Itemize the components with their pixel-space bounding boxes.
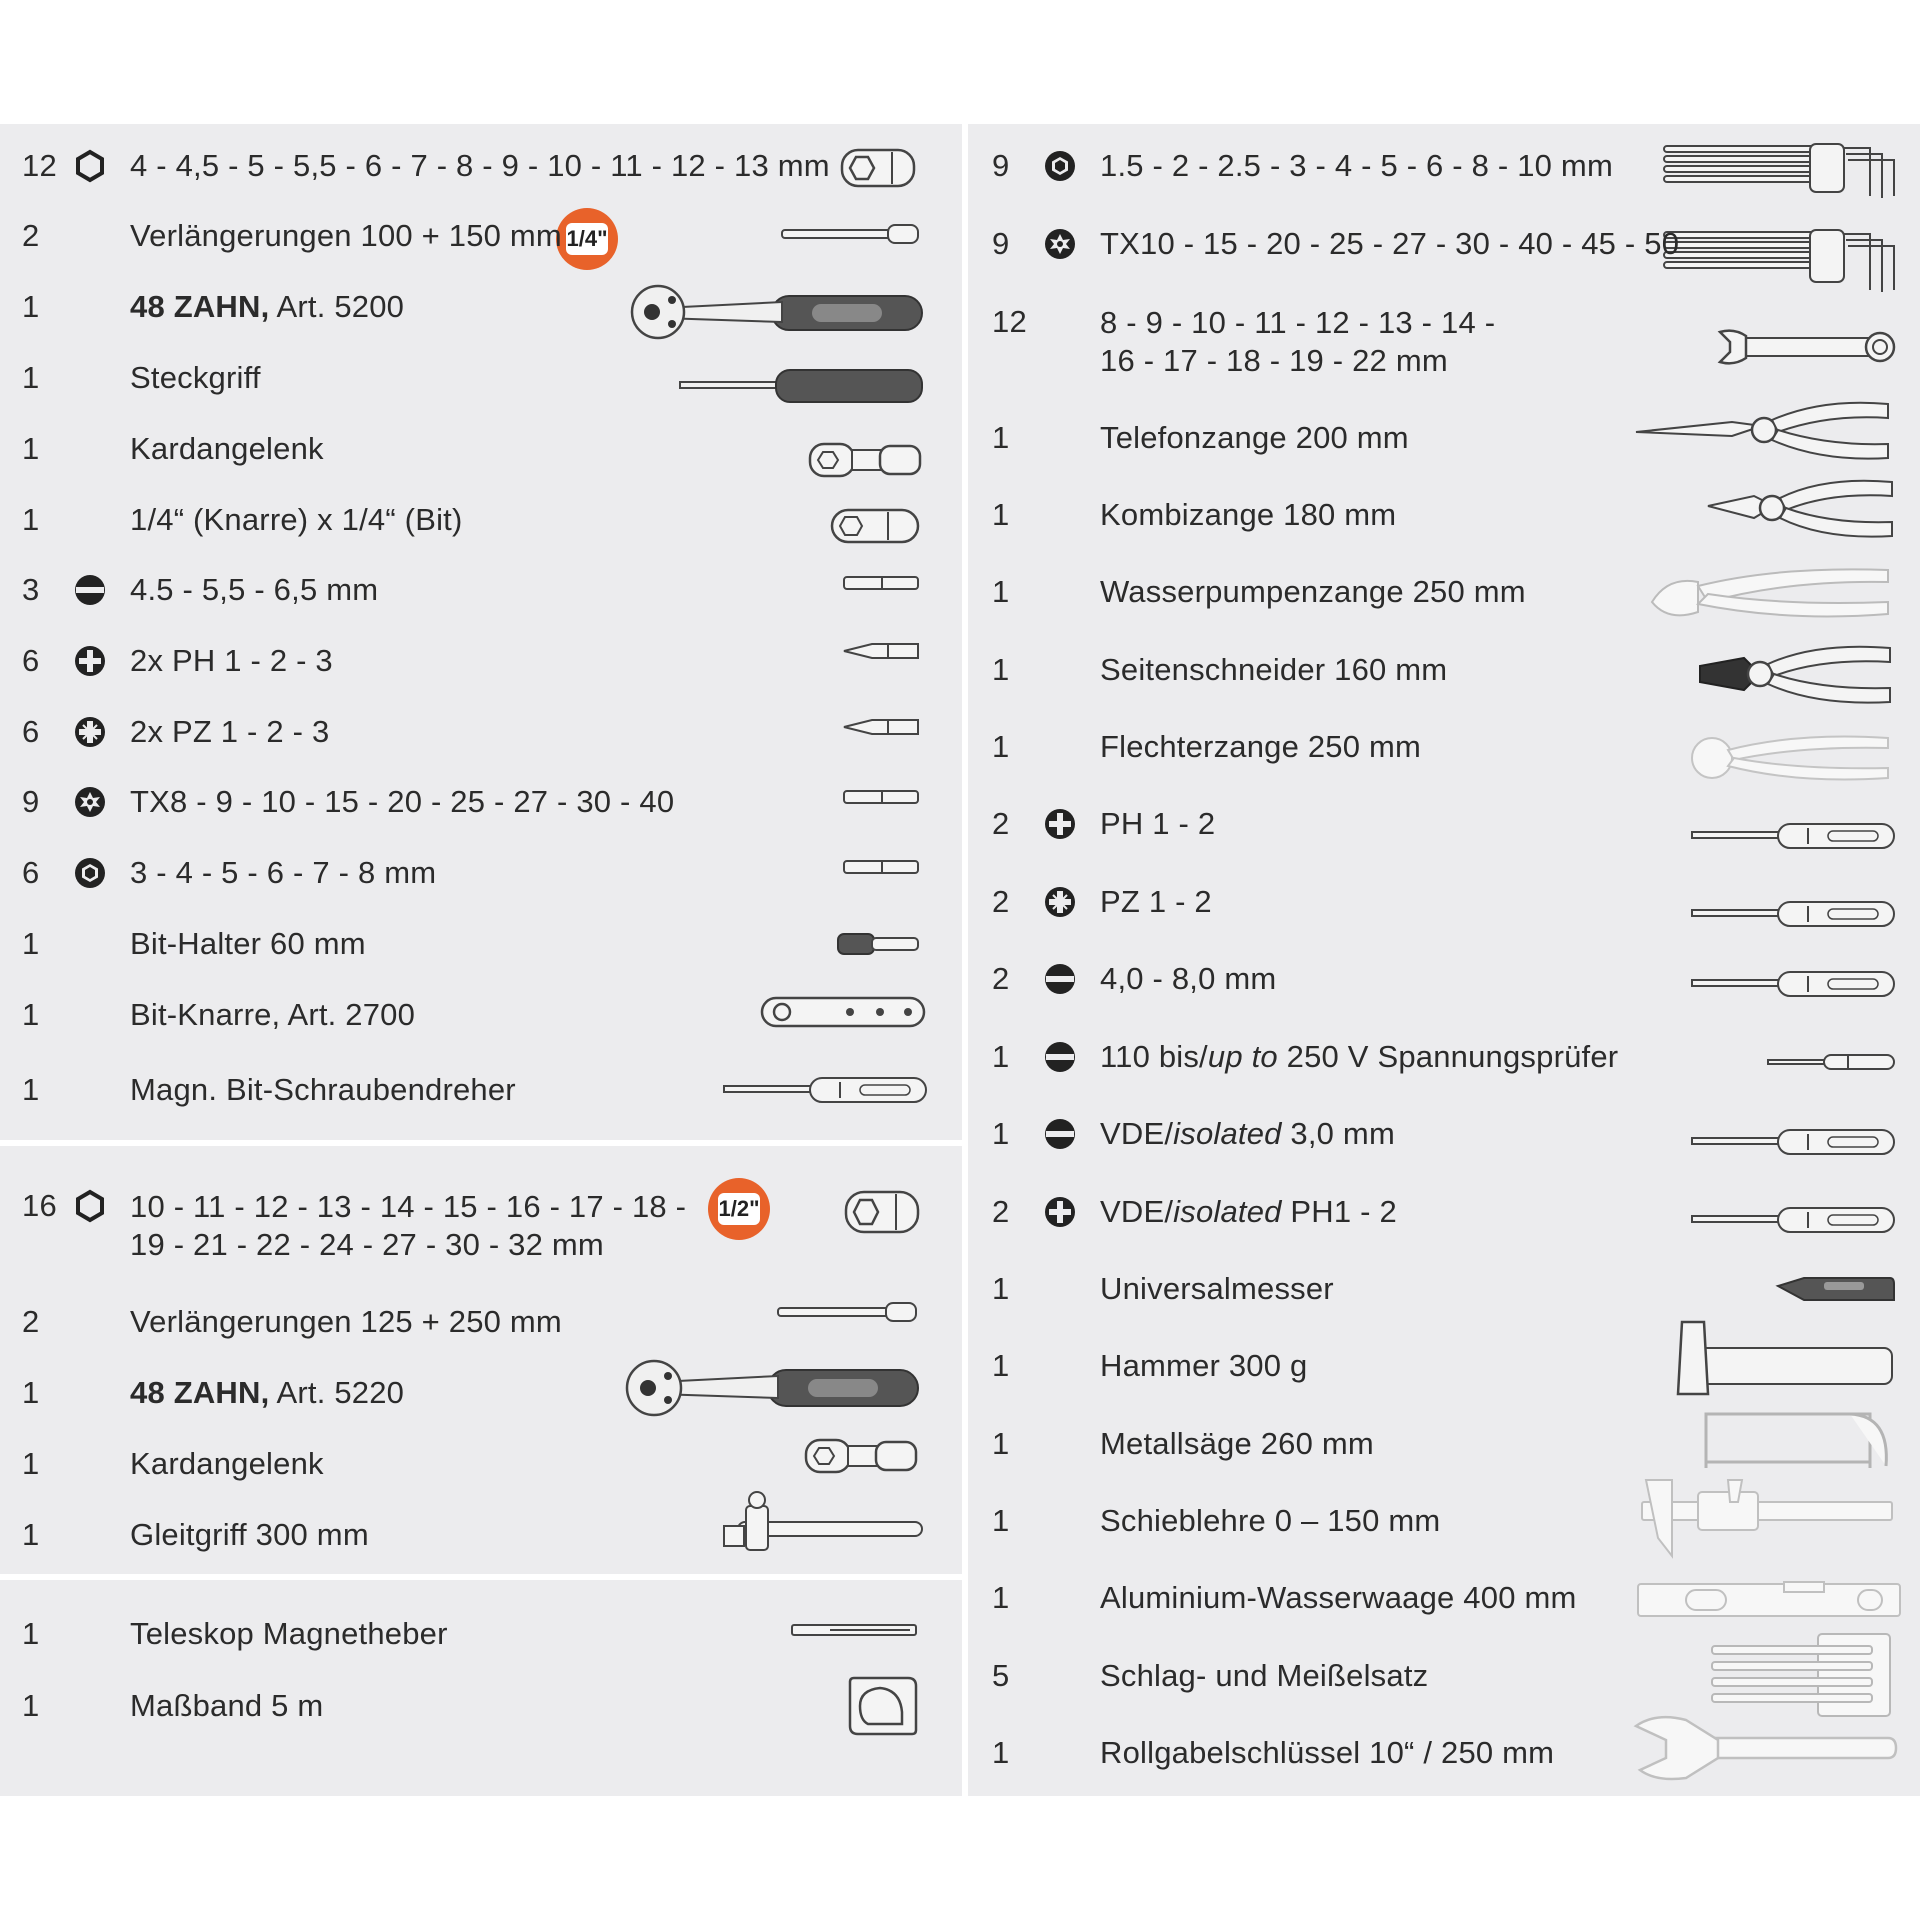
item-quantity: 1 [22,926,40,961]
screwdriver-icon [1688,898,1898,930]
extension-bar-icon [774,1300,920,1324]
pliers-icon [1704,474,1898,544]
list-item [992,1259,1692,1319]
list-item [22,1676,722,1736]
phillips-drive-icon [1042,1194,1078,1230]
tape-measure-icon [846,1672,922,1738]
item-text: Bit-Halter 60 mm [130,926,366,961]
item-description [1100,729,1421,765]
item-description [130,1072,516,1108]
item-description [1100,1348,1307,1384]
item-text: PH 1 - 2 [1100,806,1216,841]
bit-icon [842,716,922,738]
list-item [22,1604,722,1664]
item-text-end: PH1 - 2 [1281,1194,1397,1229]
item-description [130,502,463,538]
list-item [992,640,1692,700]
item-text: VDE/ [1100,1194,1174,1229]
item-text: Hammer 300 g [1100,1348,1308,1383]
item-text-end: 3,0 mm [1281,1116,1395,1151]
item-quantity: 2 [22,218,40,253]
chisel-set-icon [1708,1630,1896,1720]
item-quantity: 1 [992,1426,1010,1461]
list-item [992,1182,1692,1242]
item-text: 10 - 11 - 12 - 13 - 14 - 15 - 16 - 17 - 18 - [130,1189,687,1224]
item-text: VDE/ [1100,1116,1174,1151]
item-text: Gleitgriff 300 mm [130,1517,369,1552]
item-text: Teleskop Magnetheber [130,1616,448,1651]
phillips-drive-icon [72,643,108,679]
item-quantity: 1 [22,502,40,537]
item-text: Wasserpumpenzange 250 mm [1100,574,1526,609]
torx-key-set-icon [1660,226,1898,296]
item-description [130,784,674,820]
sliding-tbar-icon [720,1488,926,1550]
item-text: Seitenschneider 160 mm [1100,652,1448,687]
item-description [130,1517,369,1553]
item-quantity: 2 [992,806,1010,841]
item-text: 1.5 - 2 - 2.5 - 3 - 4 - 5 - 6 - 8 - 10 mm [1100,148,1613,183]
item-text-line2: 19 - 21 - 22 - 24 - 27 - 30 - 32 mm [130,1227,604,1262]
item-quantity: 16 [22,1188,57,1223]
item-text: Schieblehre 0 – 150 mm [1100,1503,1441,1538]
item-description [1100,1735,1554,1771]
item-description [1100,1271,1334,1307]
item-quantity: 1 [992,1580,1010,1615]
item-text: Bit-Knarre, Art. 2700 [130,997,416,1032]
hex-drive-icon [1042,148,1078,184]
item-description [130,1688,323,1724]
item-quantity: 1 [992,574,1010,609]
item-description [130,1446,324,1482]
item-description [130,431,324,467]
item-text: Telefonzange 200 mm [1100,420,1409,455]
socket-symbol-icon [72,1188,108,1224]
item-description [130,289,404,325]
item-quantity: 9 [992,226,1010,261]
list-item [992,794,1692,854]
item-text: 3 - 4 - 5 - 6 - 7 - 8 mm [130,855,437,890]
pozidriv-drive-icon [1042,884,1078,920]
torx-drive-icon [1042,226,1078,262]
item-text: 4 - 4,5 - 5 - 5,5 - 6 - 7 - 8 - 9 - 10 - 11 - 12 - 13 mm [130,148,830,183]
adapter-icon [830,506,922,546]
bit-holder-icon [836,930,922,958]
item-description [1100,420,1409,456]
item-description [130,148,830,184]
list-item [22,1176,722,1262]
item-description [130,643,333,679]
socket-symbol-icon [72,148,108,184]
list-item [992,1491,1692,1551]
item-description [1100,884,1212,920]
item-quantity: 1 [992,420,1010,455]
item-quantity: 9 [22,784,40,819]
hacksaw-icon [1700,1406,1896,1474]
item-description [1100,1580,1577,1616]
slotted-drive-icon [72,572,108,608]
item-description [130,855,436,891]
list-item [992,1646,1692,1706]
item-quantity: 6 [22,643,40,678]
item-quantity: 5 [992,1658,1010,1693]
item-quantity: 1 [22,1375,40,1410]
list-item [22,419,722,479]
item-quantity: 6 [22,714,40,749]
item-text: Verlängerungen 125 + 250 mm [130,1304,562,1339]
extension-bar-icon [778,222,922,246]
pliers-icon [1688,730,1896,786]
item-text: Magn. Bit-Schraubendreher [130,1072,516,1107]
item-text: PZ 1 - 2 [1100,884,1212,919]
utility-knife-icon [1774,1270,1896,1310]
screwdriver-icon [1688,1126,1898,1158]
universal-joint-icon [804,1436,920,1476]
item-quantity: 1 [992,1503,1010,1538]
item-text: Schlag- und Meißelsatz [1100,1658,1429,1693]
item-description [130,1188,686,1264]
item-quantity: 1 [22,1072,40,1107]
item-quantity: 1 [22,431,40,466]
item-description [130,1616,448,1652]
item-text: Aluminium-Wasserwaage 400 mm [1100,1580,1577,1615]
item-quantity: 2 [992,961,1010,996]
bit-icon [842,640,922,662]
item-quantity: 2 [992,1194,1010,1229]
item-description [1100,574,1526,610]
item-quantity: 1 [22,1446,40,1481]
item-description [130,1375,404,1411]
item-description [130,572,378,608]
list-item [992,292,1692,378]
item-text: Art. 5220 [269,1375,405,1410]
list-item [992,214,1692,274]
list-item [992,1723,1692,1783]
item-quantity: 12 [22,148,57,183]
item-quantity: 1 [992,1348,1010,1383]
list-item [22,985,722,1045]
bit-icon [842,856,922,878]
item-description [130,997,415,1033]
item-description [1100,1116,1395,1152]
list-item [992,717,1692,777]
item-description [1100,226,1679,262]
list-item [22,631,722,691]
item-quantity: 1 [992,497,1010,532]
list-item [22,702,722,762]
pliers-icon [1696,640,1896,710]
item-quantity: 1 [992,652,1010,687]
list-item [22,1505,722,1565]
item-text: 4.5 - 5,5 - 6,5 mm [130,572,379,607]
list-item [22,490,722,550]
list-item [22,206,722,266]
item-description [1100,1658,1428,1694]
item-description [130,926,366,962]
item-text: TX10 - 15 - 20 - 25 - 27 - 30 - 40 - 45 - 50 [1100,226,1680,261]
screwdriver-icon [720,1074,930,1106]
item-text: Kardangelenk [130,1446,324,1481]
item-text: 4,0 - 8,0 mm [1100,961,1277,996]
torx-drive-icon [72,784,108,820]
item-quantity: 2 [22,1304,40,1339]
list-item [992,1027,1692,1087]
item-text: Metallsäge 260 mm [1100,1426,1374,1461]
screwdriver-icon [1688,968,1898,1000]
list-item [992,485,1692,545]
list-item [992,1104,1692,1164]
item-text: 1/4“ (Knarre) x 1/4“ (Bit) [130,502,463,537]
list-item [992,872,1692,932]
hex-key-set-icon [1660,140,1898,202]
item-quantity: 1 [22,289,40,324]
item-quantity: 2 [992,884,1010,919]
socket-icon [844,1188,924,1236]
item-quantity: 1 [992,1271,1010,1306]
item-quantity: 1 [22,1616,40,1651]
half-inch-badge-label: 1/2" [718,1193,760,1225]
item-quantity: 12 [992,304,1027,339]
item-text: 110 bis/ [1100,1039,1208,1074]
item-italic-text: isolated [1173,1116,1282,1151]
item-italic-text: isolated [1173,1194,1282,1229]
item-description [130,360,261,396]
item-quantity: 1 [22,1517,40,1552]
item-description [130,1304,562,1340]
item-description [1100,961,1276,997]
item-text: Maßband 5 m [130,1688,324,1723]
item-quantity: 3 [22,572,40,607]
item-text: TX8 - 9 - 10 - 15 - 20 - 25 - 27 - 30 - 40 [130,784,675,819]
item-description [1100,1503,1440,1539]
item-description [1100,806,1215,842]
combination-wrench-icon [1716,328,1898,368]
item-quantity: 6 [22,855,40,890]
item-text: Flechterzange 250 mm [1100,729,1422,764]
screwdriver-icon [1688,1204,1898,1236]
item-quantity: 9 [992,148,1010,183]
bit-icon [842,786,922,808]
item-bold-label: 48 ZAHN, [130,289,270,324]
list-item [992,949,1692,1009]
item-description [130,218,562,254]
item-text: Verlängerungen 100 + 150 mm [130,218,562,253]
bit-ratchet-icon [760,994,928,1030]
list-item [992,1336,1692,1396]
list-item [22,1434,722,1494]
item-text: Kombizange 180 mm [1100,497,1397,532]
item-description [1100,1194,1397,1230]
hex-drive-icon [72,855,108,891]
list-item [992,136,1692,196]
item-text: 8 - 9 - 10 - 11 - 12 - 13 - 14 - [1100,305,1496,340]
voltage-tester-icon [1764,1052,1898,1074]
list-item [22,1292,722,1352]
item-text-end: 250 V Spannungsprüfer [1277,1039,1619,1074]
bit-icon [842,572,922,594]
item-description [1100,1426,1374,1462]
socket-icon [840,146,920,190]
item-quantity: 1 [992,729,1010,764]
list-item [22,843,722,903]
item-description [130,714,329,750]
slotted-drive-icon [1042,961,1078,997]
item-text: Art. 5200 [269,289,405,324]
list-item [22,1363,722,1423]
item-text: Universalmesser [1100,1271,1334,1306]
item-text: 2x PZ 1 - 2 - 3 [130,714,330,749]
item-bold-label: 48 ZAHN, [130,1375,270,1410]
list-item [22,277,722,337]
list-item [22,348,722,408]
item-quantity: 1 [22,997,40,1032]
hammer-icon [1668,1318,1896,1398]
item-description [1100,1039,1618,1075]
item-text: Rollgabelschlüssel 10“ / 250 mm [1100,1735,1555,1770]
item-quantity: 1 [992,1735,1010,1770]
item-quantity: 1 [992,1116,1010,1151]
list-item [992,408,1692,468]
item-description [1100,148,1613,184]
item-quantity: 1 [22,1688,40,1723]
item-text-line2: 16 - 17 - 18 - 19 - 22 mm [1100,343,1448,378]
item-description [1100,497,1396,533]
list-item [22,560,722,620]
item-text: Kardangelenk [130,431,324,466]
item-italic-text: up to [1207,1039,1278,1074]
item-description [1100,304,1495,380]
slotted-drive-icon [1042,1116,1078,1152]
item-description [1100,652,1447,688]
pozidriv-drive-icon [72,714,108,750]
list-item [22,914,722,974]
list-item [22,136,830,196]
item-text: 2x PH 1 - 2 - 3 [130,643,333,678]
slotted-drive-icon [1042,1039,1078,1075]
magnetic-pickup-icon [790,1622,920,1638]
screwdriver-icon [1688,820,1898,852]
list-item [992,1414,1692,1474]
list-item [22,772,722,832]
list-item [992,562,1692,622]
list-item [22,1060,722,1120]
item-quantity: 1 [992,1039,1010,1074]
phillips-drive-icon [1042,806,1078,842]
quarter-inch-badge-label: 1/4" [566,223,608,255]
list-item [992,1568,1692,1628]
item-text: Steckgriff [130,360,261,395]
universal-joint-icon [808,440,924,480]
item-quantity: 1 [22,360,40,395]
